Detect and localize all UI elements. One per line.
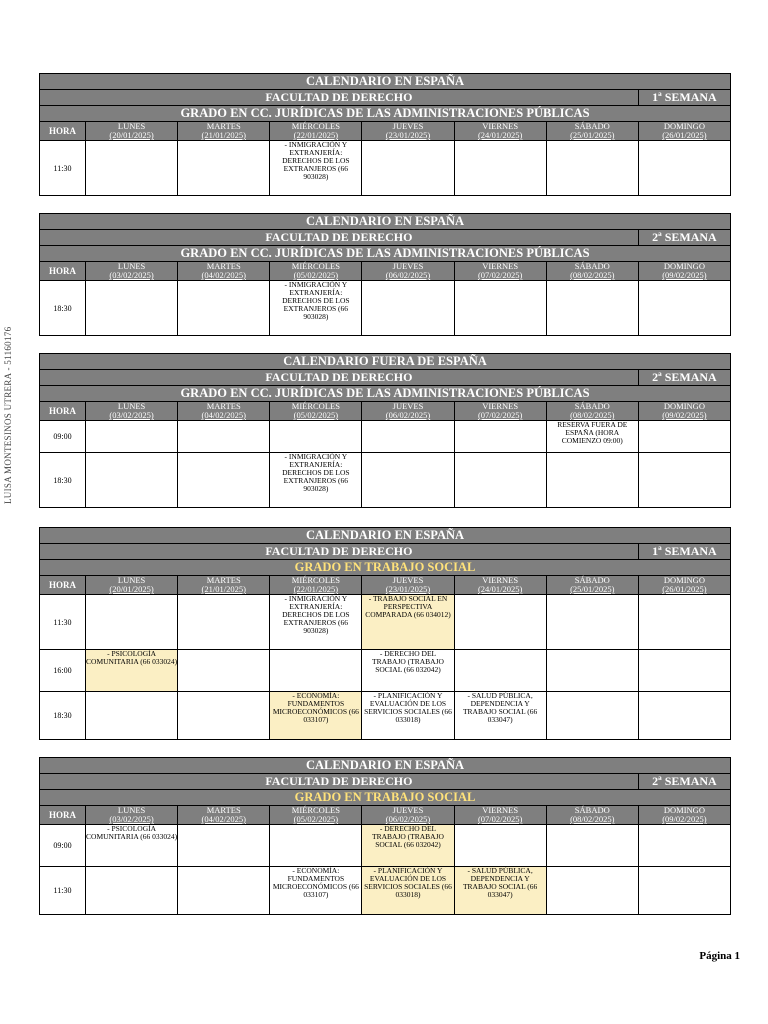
schedule-cell <box>546 692 638 740</box>
table-row <box>40 453 731 508</box>
schedule-cell <box>638 141 730 196</box>
calendar-table-1 <box>39 73 731 196</box>
schedule-cell <box>638 595 730 650</box>
schedule-cell <box>454 825 546 867</box>
schedule-cell <box>270 825 362 867</box>
hora-header: HORA <box>40 122 86 141</box>
schedule-cell <box>546 141 638 196</box>
degree-name-text: GRADO EN TRABAJO SOCIAL <box>294 790 476 804</box>
schedule-cell: - ECONOMÍA: FUNDAMENTOS MICROECONÓMICOS (66 033107) <box>270 867 362 915</box>
day-header-martes: MARTES (21/01/2025) <box>178 576 270 595</box>
time-cell: 11:30 <box>40 595 86 650</box>
day-header-lunes: LUNES (03/02/2025) <box>86 806 178 825</box>
schedule-cell <box>86 421 178 453</box>
table-row <box>40 421 731 453</box>
day-header-sabado: SÁBADO (08/02/2025) <box>546 806 638 825</box>
schedule-cell <box>86 281 178 336</box>
day-header-domingo: DOMINGO (09/02/2025) <box>638 806 730 825</box>
day-header-domingo: DOMINGO (26/01/2025) <box>638 576 730 595</box>
day-header-viernes: VIERNES (07/02/2025) <box>454 806 546 825</box>
time-cell: 18:30 <box>40 281 86 336</box>
time-cell: 11:30 <box>40 141 86 196</box>
schedule-cell: - INMIGRACIÓN Y EXTRANJERÍA: DERECHOS DE LOS EXTRANJEROS (66 903028) <box>270 595 362 650</box>
day-header-miercoles: MIÉRCOLES (05/02/2025) <box>270 402 362 421</box>
schedule-cell <box>178 867 270 915</box>
day-header-sabado: SÁBADO (25/01/2025) <box>546 122 638 141</box>
schedule-cell-highlighted: - PSICOLOGÍA COMUNITARIA (66 033024) <box>86 650 178 692</box>
schedule-cell <box>638 650 730 692</box>
degree-name-text: GRADO EN TRABAJO SOCIAL <box>294 560 476 574</box>
schedule-cell-highlighted: - SALUD PÚBLICA, DEPENDENCIA Y TRABAJO SOCIAL (66 033047) <box>454 867 546 915</box>
day-header-lunes: LUNES (03/02/2025) <box>86 262 178 281</box>
calendar-table-3 <box>39 353 731 508</box>
week-label: 1ª SEMANA <box>638 544 730 560</box>
degree-name <box>40 560 731 576</box>
faculty-name: FACULTAD DE DERECHO <box>40 230 639 246</box>
day-header-jueves: JUEVES (23/01/2025) <box>362 576 454 595</box>
schedule-cell <box>86 141 178 196</box>
faculty-name: FACULTAD DE DERECHO <box>40 370 639 386</box>
day-header-martes: MARTES (04/02/2025) <box>178 262 270 281</box>
day-header-viernes: VIERNES (24/01/2025) <box>454 576 546 595</box>
time-cell: 16:00 <box>40 650 86 692</box>
day-header-miercoles: MIÉRCOLES (22/01/2025) <box>270 576 362 595</box>
day-header-lunes: LUNES (03/02/2025) <box>86 402 178 421</box>
table-row <box>40 825 731 867</box>
faculty-name: FACULTAD DE DERECHO <box>40 90 639 106</box>
table-row <box>40 650 731 692</box>
day-header-lunes: LUNES (20/01/2025) <box>86 122 178 141</box>
degree-name: GRADO EN CC. JURÍDICAS DE LAS ADMINISTRACIONES PÚBLICAS <box>40 106 731 122</box>
schedule-cell: - DERECHO DEL TRABAJO (TRABAJO SOCIAL (66 032042) <box>362 650 454 692</box>
calendar-title: CALENDARIO EN ESPAÑA <box>40 74 731 90</box>
schedule-cell <box>178 692 270 740</box>
day-header-jueves: JUEVES (06/02/2025) <box>362 262 454 281</box>
schedule-cell <box>178 281 270 336</box>
schedule-cell-highlighted: - DERECHO DEL TRABAJO (TRABAJO SOCIAL (66 032042) <box>362 825 454 867</box>
schedule-cell <box>454 281 546 336</box>
schedule-cell <box>86 453 178 508</box>
schedule-cell <box>362 421 454 453</box>
day-header-domingo: DOMINGO (09/02/2025) <box>638 402 730 421</box>
day-header-miercoles: MIÉRCOLES (05/02/2025) <box>270 806 362 825</box>
schedule-cell <box>178 421 270 453</box>
time-cell: 11:30 <box>40 867 86 915</box>
schedule-cell <box>454 453 546 508</box>
day-header-jueves: JUEVES (06/02/2025) <box>362 402 454 421</box>
schedule-cell <box>362 281 454 336</box>
schedule-cell <box>638 825 730 867</box>
week-label: 2ª SEMANA <box>638 230 730 246</box>
schedule-cell: - INMIGRACIÓN Y EXTRANJERÍA: DERECHOS DE LOS EXTRANJEROS (66 903028) <box>270 141 362 196</box>
day-header-domingo: DOMINGO (26/01/2025) <box>638 122 730 141</box>
hora-header: HORA <box>40 402 86 421</box>
day-header-sabado: SÁBADO (08/02/2025) <box>546 262 638 281</box>
table-row <box>40 141 731 196</box>
day-header-jueves: JUEVES (06/02/2025) <box>362 806 454 825</box>
calendar-table-4 <box>39 527 731 740</box>
calendar-title: CALENDARIO EN ESPAÑA <box>40 528 731 544</box>
hora-header: HORA <box>40 806 86 825</box>
faculty-name: FACULTAD DE DERECHO <box>40 774 639 790</box>
hora-header: HORA <box>40 262 86 281</box>
schedule-cell-highlighted: - TRABAJO SOCIAL EN PERSPECTIVA COMPARADA (66 034012) <box>362 595 454 650</box>
schedule-cell: - PLANIFICACIÓN Y EVALUACIÓN DE LOS SERVICIOS SOCIALES (66 033018) <box>362 692 454 740</box>
schedule-cell <box>178 595 270 650</box>
schedule-cell <box>362 141 454 196</box>
schedule-cell <box>178 650 270 692</box>
schedule-cell <box>178 453 270 508</box>
schedule-cell <box>454 141 546 196</box>
day-header-lunes: LUNES (20/01/2025) <box>86 576 178 595</box>
day-header-viernes: VIERNES (07/02/2025) <box>454 262 546 281</box>
table-row <box>40 867 731 915</box>
schedule-cell: - INMIGRACIÓN Y EXTRANJERÍA: DERECHOS DE LOS EXTRANJEROS (66 903028) <box>270 453 362 508</box>
day-header-miercoles: MIÉRCOLES (22/01/2025) <box>270 122 362 141</box>
degree-name <box>40 790 731 806</box>
schedule-cell <box>546 650 638 692</box>
schedule-cell <box>454 595 546 650</box>
schedule-cell <box>546 825 638 867</box>
table-row <box>40 595 731 650</box>
schedule-cell: - PSICOLOGÍA COMUNITARIA (66 033024) <box>86 825 178 867</box>
week-label: 2ª SEMANA <box>638 370 730 386</box>
schedule-cell <box>86 692 178 740</box>
schedule-cell <box>638 692 730 740</box>
time-cell: 09:00 <box>40 825 86 867</box>
schedule-cell <box>362 453 454 508</box>
day-header-martes: MARTES (04/02/2025) <box>178 806 270 825</box>
day-header-martes: MARTES (04/02/2025) <box>178 402 270 421</box>
degree-name: GRADO EN CC. JURÍDICAS DE LAS ADMINISTRACIONES PÚBLICAS <box>40 246 731 262</box>
degree-name: GRADO EN CC. JURÍDICAS DE LAS ADMINISTRACIONES PÚBLICAS <box>40 386 731 402</box>
author-side-label: LUISA MONTESINOS UTRERA - 51160176 <box>3 326 13 504</box>
schedule-cell <box>638 453 730 508</box>
schedule-cell <box>270 650 362 692</box>
schedule-cell: RESERVA FUERA DE ESPAÑA (HORA COMIENZO 09:00) <box>546 421 638 453</box>
time-cell: 18:30 <box>40 453 86 508</box>
week-label: 1ª SEMANA <box>638 90 730 106</box>
table-row <box>40 692 731 740</box>
schedule-cell <box>546 595 638 650</box>
day-header-sabado: SÁBADO (08/02/2025) <box>546 402 638 421</box>
schedule-cell <box>638 281 730 336</box>
faculty-name: FACULTAD DE DERECHO <box>40 544 639 560</box>
schedule-cell <box>638 867 730 915</box>
day-header-domingo: DOMINGO (09/02/2025) <box>638 262 730 281</box>
schedule-cell <box>546 281 638 336</box>
calendar-title: CALENDARIO EN ESPAÑA <box>40 214 731 230</box>
schedule-cell <box>86 595 178 650</box>
hora-header: HORA <box>40 576 86 595</box>
calendar-table-2 <box>39 213 731 336</box>
schedule-cell: - SALUD PÚBLICA, DEPENDENCIA Y TRABAJO SOCIAL (66 033047) <box>454 692 546 740</box>
table-row <box>40 281 731 336</box>
day-header-viernes: VIERNES (24/01/2025) <box>454 122 546 141</box>
page-number: Página 1 <box>699 950 740 962</box>
schedule-cell <box>454 650 546 692</box>
day-header-viernes: VIERNES (07/02/2025) <box>454 402 546 421</box>
day-header-martes: MARTES (21/01/2025) <box>178 122 270 141</box>
day-header-jueves: JUEVES (23/01/2025) <box>362 122 454 141</box>
schedule-cell <box>546 453 638 508</box>
schedule-cell <box>546 867 638 915</box>
calendar-title: CALENDARIO FUERA DE ESPAÑA <box>40 354 731 370</box>
schedule-cell: - INMIGRACIÓN Y EXTRANJERÍA: DERECHOS DE LOS EXTRANJEROS (66 903028) <box>270 281 362 336</box>
day-header-sabado: SÁBADO (25/01/2025) <box>546 576 638 595</box>
schedule-cell-highlighted: - PLANIFICACIÓN Y EVALUACIÓN DE LOS SERVICIOS SOCIALES (66 033018) <box>362 867 454 915</box>
calendar-table-5 <box>39 757 731 915</box>
schedule-cell <box>270 421 362 453</box>
schedule-cell <box>454 421 546 453</box>
schedule-cell <box>178 825 270 867</box>
calendar-title: CALENDARIO EN ESPAÑA <box>40 758 731 774</box>
time-cell: 09:00 <box>40 421 86 453</box>
schedule-cell-highlighted: - ECONOMÍA: FUNDAMENTOS MICROECONÓMICOS (66 033107) <box>270 692 362 740</box>
day-header-miercoles: MIÉRCOLES (05/02/2025) <box>270 262 362 281</box>
schedule-cell <box>86 867 178 915</box>
time-cell: 18:30 <box>40 692 86 740</box>
schedule-cell <box>638 421 730 453</box>
week-label: 2ª SEMANA <box>638 774 730 790</box>
schedule-cell <box>178 141 270 196</box>
